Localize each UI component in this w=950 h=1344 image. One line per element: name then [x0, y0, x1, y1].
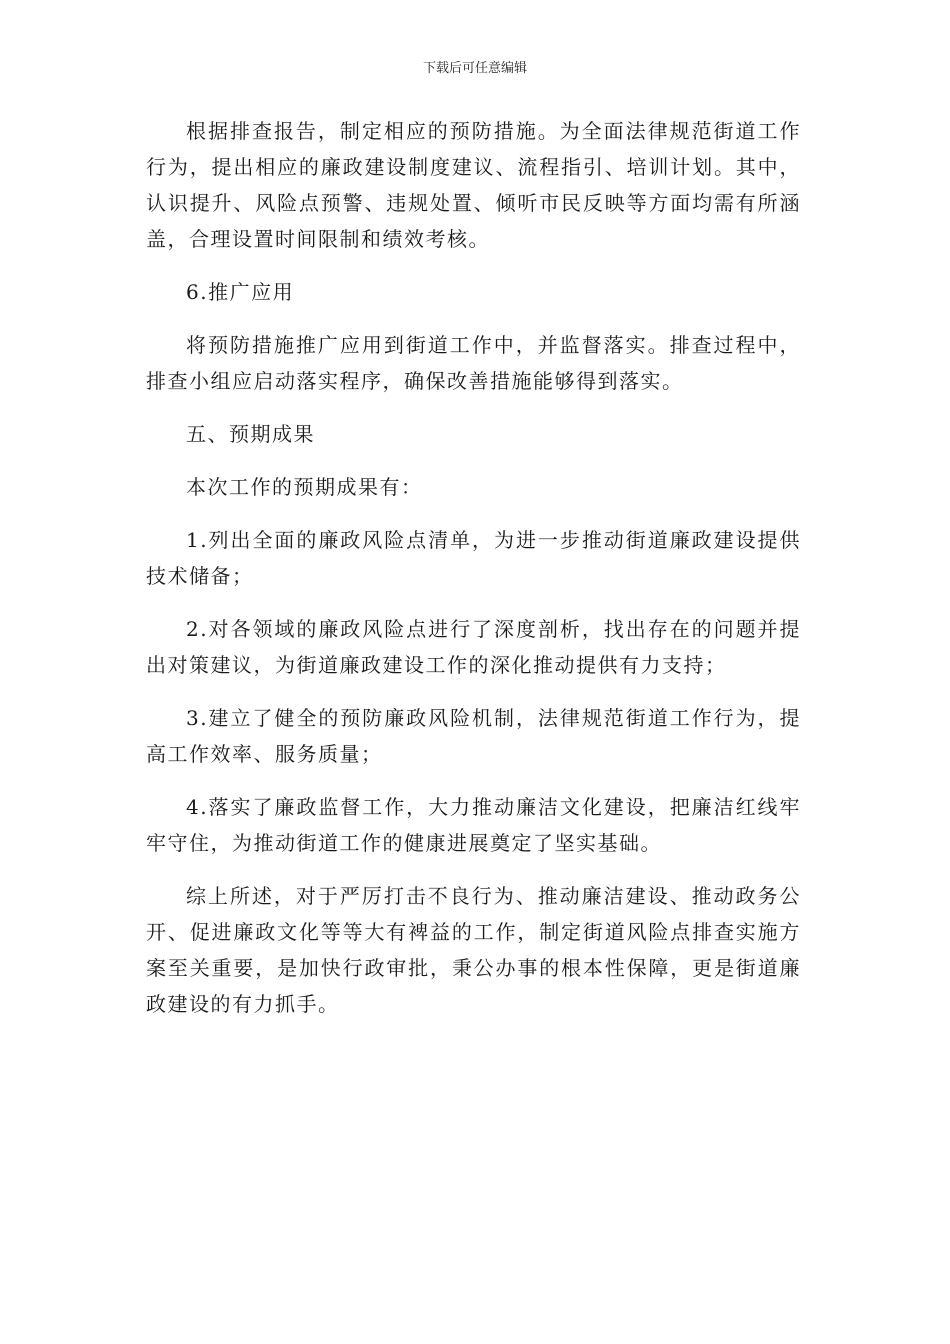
paragraph-results-intro: 本次工作的预期成果有：	[186, 475, 423, 499]
heading-promotion: 6.推广应用	[186, 280, 295, 304]
heading-expected-results: 五、预期成果	[186, 422, 315, 446]
list-item-result-1: 1.列出全面的廉政风险点清单，为进一步推动街道廉政建设提供技术储备；	[146, 528, 801, 588]
list-item-result-3: 3.建立了健全的预防廉政风险机制，法律规范街道工作行为，提高工作效率、服务质量；	[146, 706, 801, 766]
document-body	[146, 113, 801, 1022]
paragraph-conclusion: 综上所述，对于严厉打击不良行为、推动廉洁建设、推动政务公开、促进廉政文化等等大有裨益的工作，制定街道风险点排查实施方案至关重要，是加快行政审批，秉公办事的根本性保障，更是街道廉政建设的有力抓手。	[146, 884, 801, 1016]
list-item-result-4: 4.落实了廉政监督工作，大力推动廉洁文化建设，把廉洁红线牢牢守住，为推动街道工作的健康进展奠定了坚实基础。	[146, 795, 801, 855]
paragraph-prevention-measures: 根据排查报告，制定相应的预防措施。为全面法律规范街道工作行为，提出相应的廉政建设制度建议、流程指引、培训计划。其中，认识提升、风险点预警、违规处置、倾听市民反映等方面均需有所涵盖，合理设置时间限制和绩效考核。	[146, 119, 801, 251]
header-note: 下载后可任意编辑	[422, 61, 527, 76]
list-item-result-2: 2.对各领域的廉政风险点进行了深度剖析，找出存在的问题并提出对策建议，为街道廉政建设工作的深化推动提供有力支持；	[146, 617, 801, 677]
paragraph-promotion: 将预防措施推广应用到街道工作中，并监督落实。排查过程中，排查小组应启动落实程序，确保改善措施能够得到落实。	[146, 333, 801, 393]
